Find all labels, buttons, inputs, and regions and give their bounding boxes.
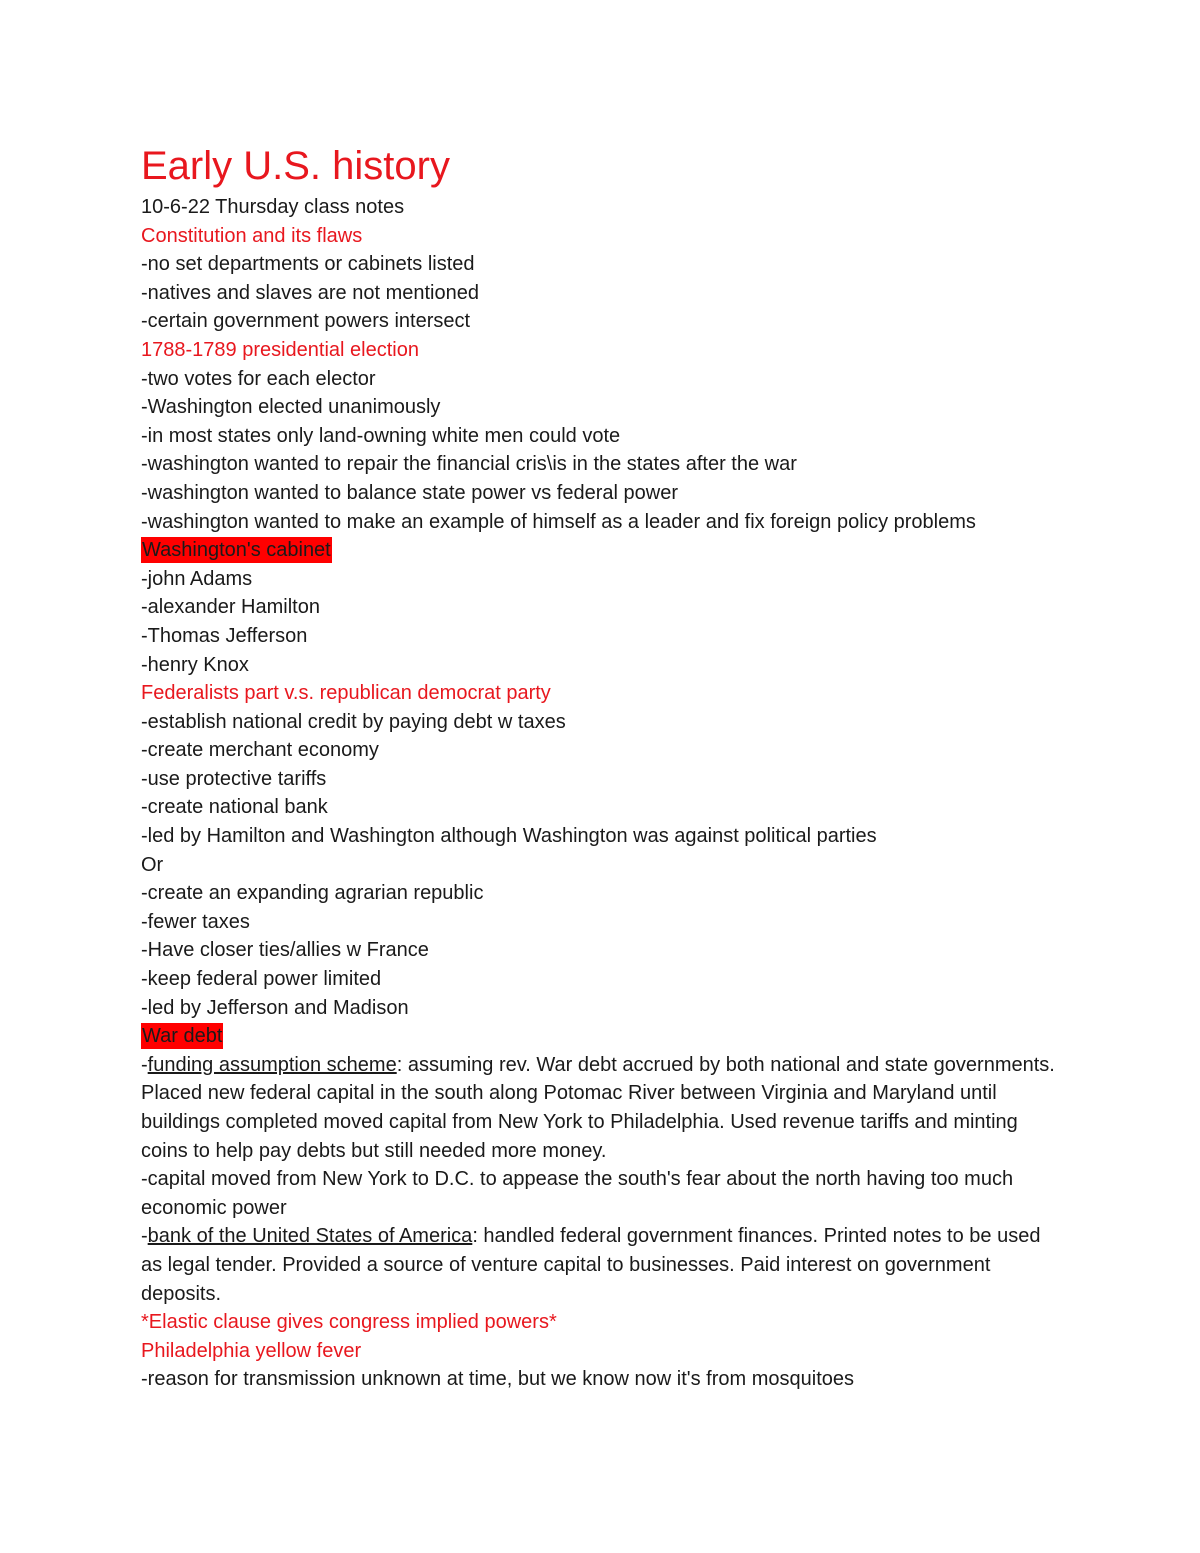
notes-content <box>141 143 1061 1394</box>
list-item: -washington wanted to repair the financial cris\is in the states after the war <box>141 453 797 476</box>
dash: - <box>141 1053 148 1076</box>
list-item: -fewer taxes <box>141 910 250 933</box>
date-line: 10-6-22 Thursday class notes <box>141 196 405 218</box>
elastic-clause-note: *Elastic clause gives congress implied powers* <box>141 1311 557 1334</box>
section-heading-election: 1788-1789 presidential election <box>141 338 419 361</box>
list-item: -john Adams <box>141 567 253 590</box>
list-item: -henry Knox <box>141 653 249 676</box>
section-heading-parties: Federalists part v.s. republican democrat party <box>141 682 551 705</box>
list-item: Or <box>141 853 164 876</box>
paragraph-text: : assuming rev. War debt accrued by both national and state governments. Placed new federal capital in the south along Potomac River between Virginia and Maryland until buildings completed moved capital from New York to Philadelphia. Used revenue tariffs and minting coins to help pay debts but still needed more money. <box>141 1053 1055 1162</box>
section-heading-yellow-fever: Philadelphia yellow fever <box>141 1339 362 1362</box>
list-item: -reason for transmission unknown at time, but we know now it's from mosquitoes <box>141 1368 855 1391</box>
paragraph-national-bank <box>141 1222 1061 1308</box>
underlined-term: funding assumption scheme <box>147 1053 397 1076</box>
list-item: -alexander Hamilton <box>141 596 320 619</box>
section-heading-constitution: Constitution and its flaws <box>141 224 363 247</box>
list-item: -Have closer ties/allies w France <box>141 939 429 962</box>
paragraph-text: : handled federal government finances. Printed notes to be used as legal tender. Provided a source of venture capital to businesses. Paid interest on government deposits. <box>141 1225 1041 1305</box>
document-title: Early U.S. history <box>141 144 450 188</box>
list-item: -led by Hamilton and Washington although Washington was against political parties <box>141 825 877 848</box>
paragraph-capital-moved: -capital moved from New York to D.C. to appease the south's fear about the north having too much economic power <box>141 1168 1014 1219</box>
dash: - <box>141 1225 148 1248</box>
section-heading-cabinet: Washington's cabinet <box>142 539 331 562</box>
list-item: -in most states only land-owning white men could vote <box>141 424 621 447</box>
list-item: -no set departments or cabinets listed <box>141 253 475 276</box>
list-item: -washington wanted to balance state power vs federal power <box>141 481 678 504</box>
list-item: -led by Jefferson and Madison <box>141 996 409 1019</box>
paragraph-funding-scheme <box>141 1051 1061 1165</box>
list-item: -establish national credit by paying debt w taxes <box>141 710 566 733</box>
section-heading-war-debt: War debt <box>142 1025 223 1048</box>
list-item: -Thomas Jefferson <box>141 624 308 647</box>
underlined-term: bank of the United States of America <box>147 1225 473 1248</box>
list-item: -use protective tariffs <box>141 767 327 790</box>
list-item: -keep federal power limited <box>141 968 382 991</box>
list-item: -certain government powers intersect <box>141 310 471 333</box>
list-item: -natives and slaves are not mentioned <box>141 281 479 304</box>
list-item: -two votes for each elector <box>141 367 376 390</box>
list-item: -create an expanding agrarian republic <box>141 882 484 905</box>
list-item: -washington wanted to make an example of himself as a leader and fix foreign policy problems <box>141 510 976 533</box>
list-item: -Washington elected unanimously <box>141 396 441 419</box>
list-item: -create national bank <box>141 796 328 819</box>
list-item: -create merchant economy <box>141 739 379 762</box>
